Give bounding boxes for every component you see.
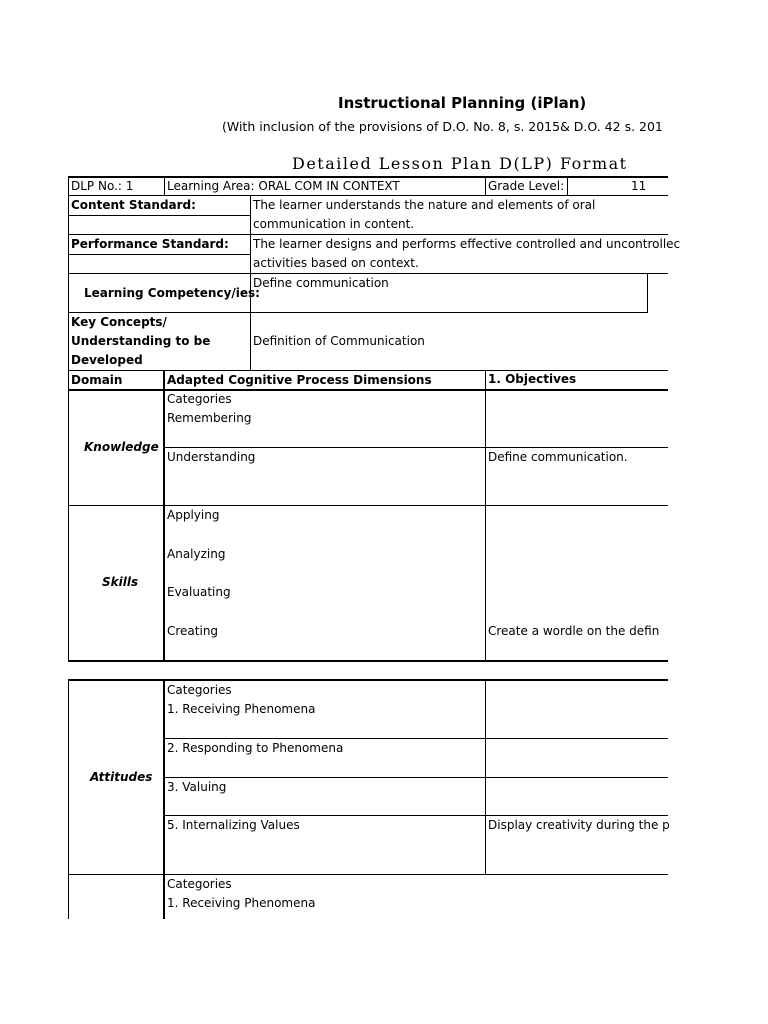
knowledge-domain: Knowledge	[84, 440, 159, 454]
process-dimensions-header: Adapted Cognitive Process Dimensions	[167, 373, 432, 387]
table-rule	[68, 874, 668, 875]
attitudes-domain: Attitudes	[90, 770, 153, 784]
format-title: Detailed Lesson Plan D(LP) Format	[292, 154, 628, 173]
performance-standard-text: activities based on context.	[253, 256, 419, 270]
table-rule	[163, 679, 165, 919]
performance-standard-label: Performance Standard:	[71, 237, 229, 251]
table-border	[68, 679, 69, 919]
table-rule	[485, 370, 486, 662]
table-rule	[164, 176, 165, 196]
table-rule	[163, 370, 165, 662]
understanding-label: Understanding	[167, 450, 256, 464]
content-standard-label: Content Standard:	[71, 198, 196, 212]
learning-competency-label: Learning Competency/ies:	[84, 286, 260, 300]
grade-level-label: Grade Level:	[488, 179, 565, 193]
analyzing-label: Analyzing	[167, 547, 226, 561]
receiving-phenomena-label: 1. Receiving Phenomena	[167, 702, 316, 716]
creating-objective: Create a wordle on the defin	[488, 624, 660, 638]
key-concepts-label: Key Concepts/	[71, 315, 167, 329]
objectives-header: 1. Objectives	[488, 372, 577, 386]
remembering-label: Remembering	[167, 411, 252, 425]
category-label: Categories	[167, 683, 232, 697]
category-label: Categories	[167, 392, 232, 406]
internalizing-objective: Display creativity during the p	[488, 818, 670, 832]
category-label: Categories	[167, 877, 232, 891]
content-standard-text: communication in content.	[253, 217, 415, 231]
key-concepts-text: Definition of Communication	[253, 334, 425, 348]
table-rule	[647, 273, 648, 313]
dlp-number: DLP No.: 1	[71, 179, 134, 193]
understanding-objective: Define communication.	[488, 450, 628, 464]
learning-competency-text: Define communication	[253, 276, 389, 290]
creating-label: Creating	[167, 624, 219, 638]
valuing-label: 3. Valuing	[167, 780, 227, 794]
domain-header: Domain	[71, 373, 123, 387]
performance-standard-text: The learner designs and performs effective controlled and uncontrollec	[253, 237, 681, 251]
evaluating-label: Evaluating	[167, 585, 231, 599]
learning-area: Learning Area: ORAL COM IN CONTEXT	[167, 179, 400, 193]
table-rule	[164, 777, 668, 778]
table-rule	[68, 215, 250, 216]
table-border	[68, 679, 668, 681]
applying-label: Applying	[167, 508, 220, 522]
skills-domain: Skills	[102, 575, 139, 589]
content-standard-text: The learner understands the nature and elements of oral	[253, 198, 596, 212]
key-concepts-label: Understanding to be	[71, 334, 211, 348]
internalizing-values-label: 5. Internalizing Values	[167, 818, 300, 832]
grade-level-value: 11	[631, 179, 647, 193]
page-title: Instructional Planning (iPlan)	[338, 94, 587, 112]
table-rule	[567, 176, 568, 196]
table-rule	[485, 176, 486, 196]
table-rule	[250, 195, 251, 371]
responding-phenomena-label: 2. Responding to Phenomena	[167, 741, 344, 755]
page-subtitle: (With inclusion of the provisions of D.O. No. 8, s. 2015& D.O. 42 s. 201	[222, 119, 663, 134]
key-concepts-label: Developed	[71, 353, 143, 367]
table-rule	[485, 679, 486, 875]
receiving-phenomena-label: 1. Receiving Phenomena	[167, 896, 316, 910]
table-rule	[68, 505, 668, 506]
table-border	[68, 176, 69, 662]
table-border	[68, 660, 668, 662]
table-rule	[68, 254, 250, 255]
